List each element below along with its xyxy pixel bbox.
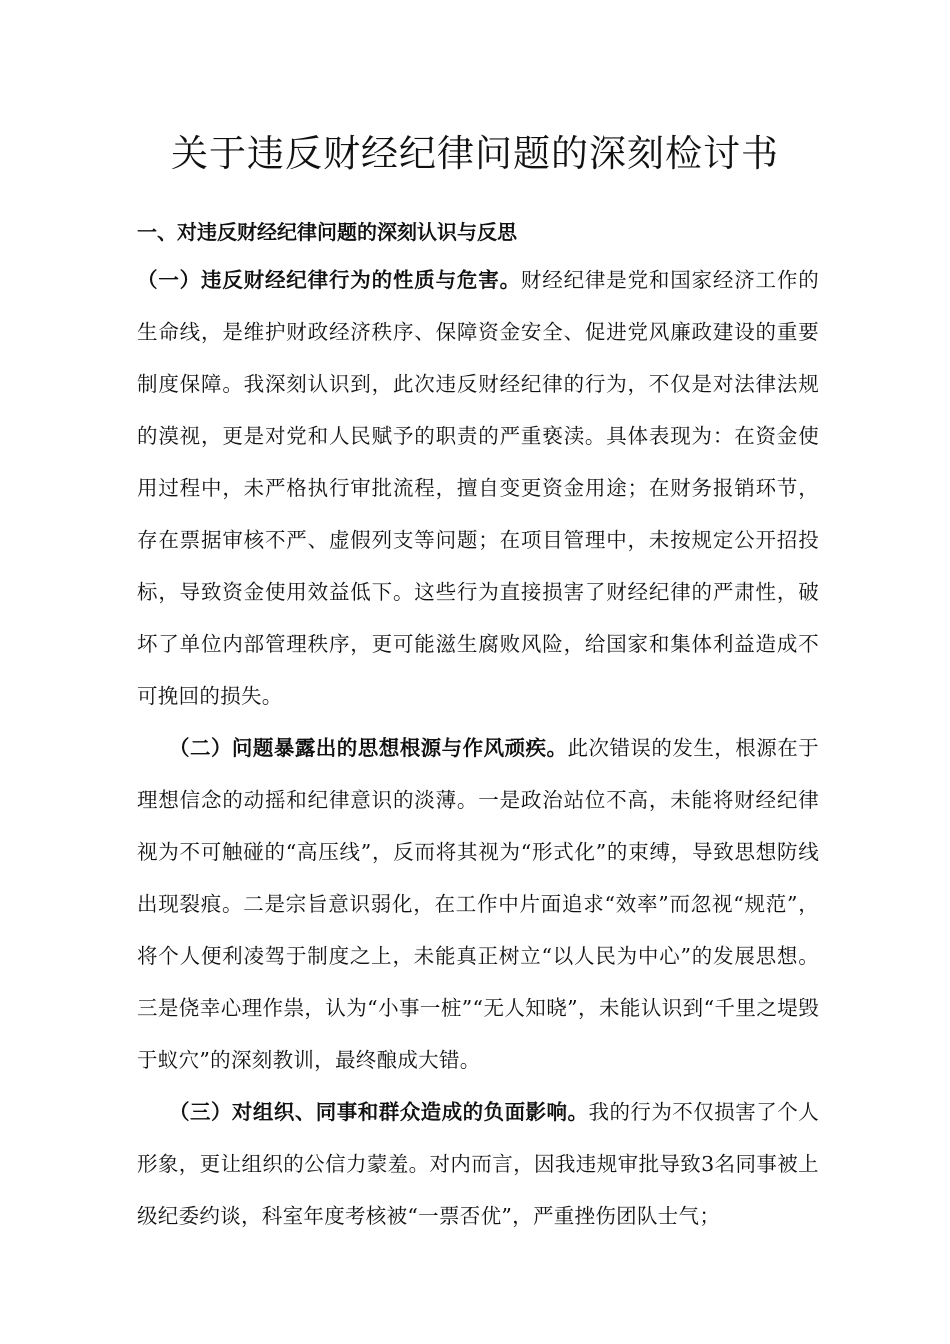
- document-title: 关于违反财经纪律问题的深刻检讨书: [171, 132, 779, 175]
- paragraph-2-lead: （二）问题暴露出的思想根源与作风顽疾。: [169, 736, 568, 760]
- paragraph-3-lead: （三）对组织、同事和群众造成的负面影响。: [169, 1100, 589, 1124]
- paragraph-2-body: 此次错误的发生，根源在于理想信念的动摇和纪律意识的淡薄。一是政治站位不高，未能将财经纪律视为不可触碰的“高压线”，反而将其视为“形式化”的束缚，导致思想防线出现裂痕。二是宗旨意识弱化，在工作中片面追求“效率”而忽视“规范”，将个人便利凌驾于制度之上，未能真正树立“以人民为中心”的发展思想。三是侥幸心理作祟，认为“小事一桩”“无人知晓”，未能认识到“千里之堤毁于蚁穴”的深刻教训，最终酿成大错。: [137, 736, 819, 1072]
- paragraph-1-body: 财经纪律是党和国家经济工作的生命线，是维护财政经济秩序、保障资金安全、促进党风廉政建设的重要制度保障。我深刻认识到，此次违反财经纪律的行为，不仅是对法律法规的漠视，更是对党和人民赋予的职责的严重亵渎。具体表现为：在资金使用过程中，未严格执行审批流程，擅自变更资金用途；在财务报销环节，存在票据审核不严、虚假列支等问题；在项目管理中，未按规定公开招投标，导致资金使用效益低下。这些行为直接损害了财经纪律的严肃性，破坏了单位内部管理秩序，更可能滋生腐败风险，给国家和集体利益造成不可挽回的损失。: [137, 268, 819, 708]
- paragraph-2: [137, 722, 819, 1086]
- paragraph-1-lead: （一）违反财经纪律行为的性质与危害。: [137, 268, 521, 292]
- paragraph-3-body: 我的行为不仅损害了个人形象，更让组织的公信力蒙羞。对内而言，因我违规审批导致3名同事被上级纪委约谈，科室年度考核被“一票否优”，严重挫伤团队士气；: [137, 1100, 819, 1228]
- section-heading: 一、对违反财经纪律问题的深刻认识与反思: [137, 220, 517, 244]
- paragraph-1: [137, 254, 819, 722]
- paragraph-3: [137, 1086, 819, 1242]
